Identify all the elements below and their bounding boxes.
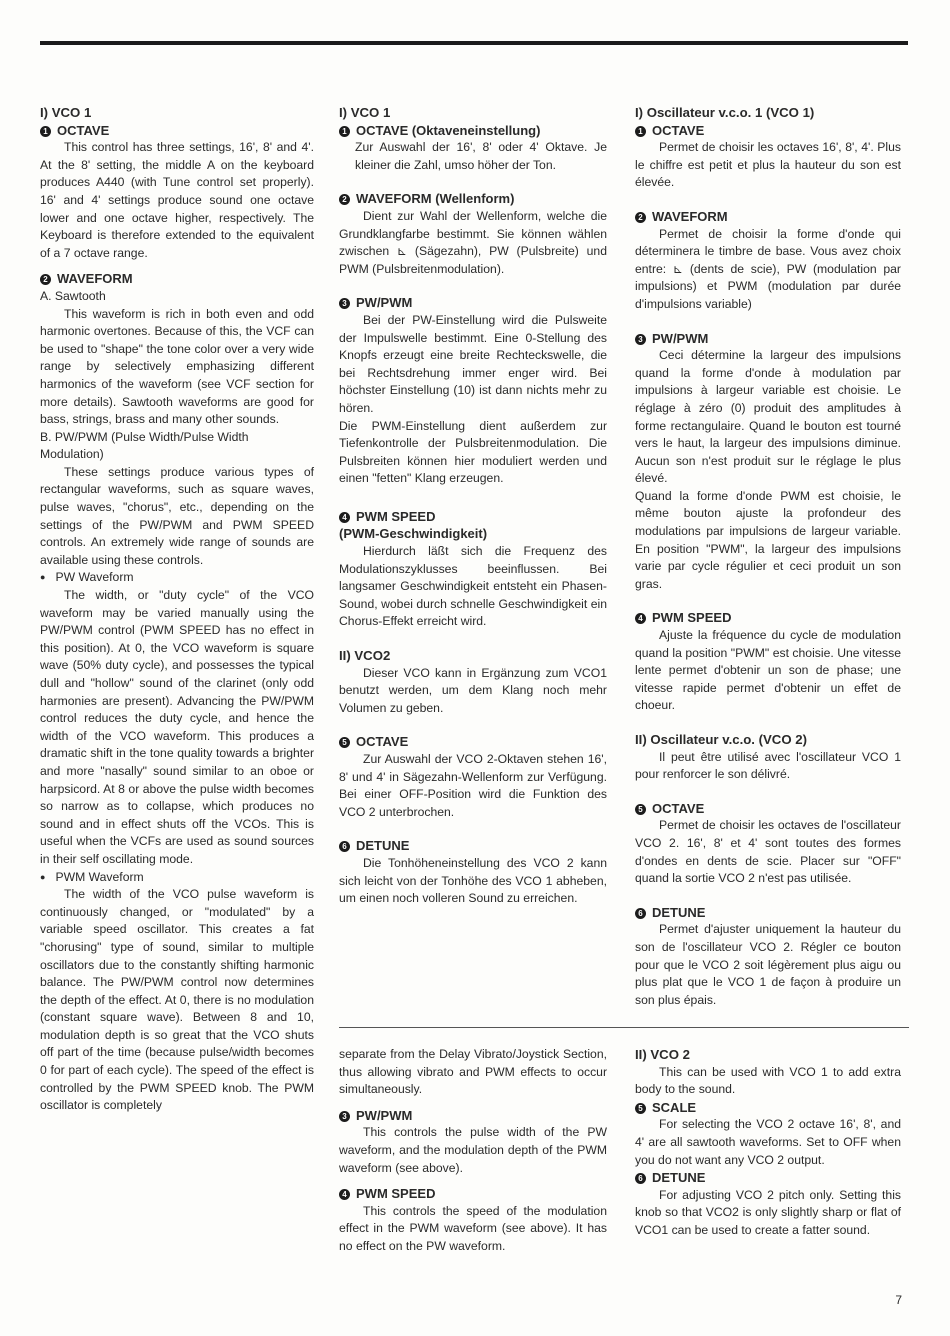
- number-badge: 3: [339, 298, 350, 309]
- paragraph-pw-waveform: The width, or "duty cycle" of the VCO waveform may be varied manually using the PW/PWM control (PWM SPEED has no effect in this position). At 0, the VCO waveform is square wave (50% duty cycle), and possesses the typical dull and "hollow" sound of the clarinet (only odd harmonies are present). Advancing the PW/PWM control reduces the duty cycle, and hence the width of the VCO waveform. This produces a dramatic shift in the tone quality towards a brighter and more "nasally" sound similar to an oboe or harpsicord. At 8 or above the pulse width becomes so narrow as to collapse, which produces no sound and in effect shuts off the VCOs. This is useful when the VCFs are used as sound sources in their self oscillating mode.: [40, 588, 314, 866]
- number-badge: 3: [339, 1111, 350, 1122]
- paragraph-scale: For selecting the VCO 2 octave 16', 8', and 4' are all sawtooth waveforms. Set to OFF when you do not want any VCO 2 output.: [635, 1117, 901, 1167]
- number-badge: 3: [635, 334, 646, 345]
- paragraph-pw-pwm: These settings produce various types of rectangular waveforms, such as square waves, pulse waves, "chorus", etc., depending on the settings of the PW/PWM and PWM SPEED controls. An extremely wide range of sounds are available using these controls.: [40, 464, 314, 567]
- heading-waveform: 2 WAVEFORM: [40, 270, 314, 288]
- number-badge: 6: [635, 908, 646, 919]
- section-title-vco1: I) VCO 1: [40, 105, 92, 120]
- number-badge: 6: [635, 1173, 646, 1184]
- paragraph-pwm-speed-fr: Ajuste la fréquence du cycle de modulation quand la position "PWM" est choisie. Une vitesse lente permet d'obtenir un son de phase; une vitesse rapide permet d'obtenir un effet de choeur.: [635, 628, 901, 713]
- paragraph-vco2-en: This can be used with VCO 1 to add extra body to the sound.: [635, 1064, 901, 1097]
- number-badge: 5: [339, 737, 350, 748]
- heading-detune-fr: 6 DETUNE: [635, 904, 901, 922]
- heading-octave2-de: 5 OCTAVE: [339, 733, 607, 751]
- paragraph-pwm-speed-en: This controls the speed of the modulation effect in the PWM waveform (see above). It has no effect on the PW waveform.: [339, 1203, 607, 1253]
- paragraph-octave-fr: Permet de choisir les octaves 16', 8', 4'. Plus le chiffre est petit et plus la hauteur du son est élevée.: [635, 140, 901, 190]
- paragraph-octave2-de: Zur Auswahl der VCO 2-Oktaven stehen 16', 8' und 4' in Sägezahn-Wellenform zur Verfügung. Bei einer OFF-Position wird die Funktion des VCO 2 unterbrochen.: [339, 752, 607, 819]
- number-badge: 1: [339, 126, 350, 137]
- paragraph-waveform-fr: Permet de choisir la forme d'onde qui déterminera le timbre de base. Vous avez choix entre: ⊾ (dents de scie), PW (modulation par impulsions) et PWM (modulation par durée d'impulsions variable): [635, 226, 901, 311]
- number-badge: 4: [339, 1189, 350, 1200]
- column-english-continued: [339, 1046, 607, 1256]
- number-badge: 5: [635, 1103, 646, 1114]
- number-badge: 4: [339, 512, 350, 523]
- column-english-vco2: [635, 1046, 901, 1240]
- heading-pw-pwm-de: 3 PW/PWM: [339, 294, 607, 312]
- section-divider: [339, 1027, 909, 1028]
- heading-octave2-fr: 5 OCTAVE: [635, 800, 901, 818]
- heading-octave: 1 OCTAVE: [40, 122, 314, 140]
- number-badge: 1: [635, 126, 646, 137]
- heading-octave-fr: 1 OCTAVE: [635, 122, 901, 140]
- paragraph-pw-de-2: Die PWM-Einstellung dient außerdem zur Tiefenkontrolle der Pulsbreitenmodulation. Die Pulsbreiten können hier moduliert werden und einen "fetten" Klang erzeugen.: [339, 418, 607, 486]
- column-german: [339, 104, 607, 908]
- paragraph-pwm-speed-de: Hierdurch läßt sich die Frequenz des Modulationszyklusses beeinflussen. Bei langsamer Geschwindigkeit entsteht ein Phasen-Sound, wobei durch schnelle Geschwindigkeit ein Chorus-Effekt erreicht wird.: [339, 544, 607, 629]
- heading-detune-de: 6 DETUNE: [339, 837, 607, 855]
- paragraph-detune-fr: Permet d'ajuster uniquement la hauteur du son de l'oscillateur VCO 2. Régler ce bouton pour que le VCO 2 soit légèrement plus aigu ou plus plat que le VCO 1 de façon à produire un son plus épais.: [635, 922, 901, 1007]
- heading-pwm-speed-fr: 4 PWM SPEED: [635, 609, 901, 627]
- bullet-pwm-waveform: ● PWM Waveform: [40, 869, 314, 887]
- paragraph-waveform-de: Dient zur Wahl der Wellenform, welche die Grundklangfarbe bestimmt. Sie können wählen zwischen ⊾ (Sägezahn), PW (Pulsbreite) und PWM (Pulsbreitenmodulation).: [339, 208, 607, 276]
- number-badge: 1: [40, 126, 51, 137]
- heading-pwm-speed-en: 4 PWM SPEED: [339, 1185, 607, 1203]
- paragraph-continued: separate from the Delay Vibrato/Joystick Section, thus allowing vibrato and PWM effects to occur simultaneously.: [339, 1047, 607, 1097]
- section-title-vco1-de: I) VCO 1: [339, 105, 391, 120]
- heading-waveform-de: 2 WAVEFORM (Wellenform): [339, 190, 607, 208]
- paragraph-octave: This control has three settings, 16', 8' and 4'. At the 8' setting, the middle A on the keyboard produces A440 (with Tune control set properly). 16' and 4' settings produce sound one octave lower and one octave higher, respectively. The Keyboard is therefore extended to the equivalent of a 7 octave range.: [40, 140, 314, 260]
- bullet-pw-waveform: ● PW Waveform: [40, 569, 314, 587]
- heading-octave-de: 1 OCTAVE (Oktaveneinstellung): [339, 122, 607, 140]
- heading-scale: 5 SCALE: [635, 1099, 901, 1117]
- paragraph-pw-fr-1: Ceci détermine la largeur des impulsions quand la forme d'onde à modulation par impulsions à largeur variable est choisie. Le réglage à zéro (0) produit des amplitudes à forme rectangulaire. Quand le bouton est tourné vers le haut, la largeur des impulsions diminue. Aucun son n'est produit sur le réglage le plus élevé.: [635, 348, 901, 486]
- heading-pw-pwm-en: 3 PW/PWM: [339, 1107, 607, 1125]
- number-badge: 5: [635, 804, 646, 815]
- column-french: [635, 104, 901, 1009]
- number-badge: 4: [635, 613, 646, 624]
- top-rule: [40, 41, 908, 45]
- number-badge: 2: [339, 194, 350, 205]
- heading-waveform-fr: 2 WAVEFORM: [635, 208, 901, 226]
- page-number: 7: [895, 1293, 902, 1307]
- paragraph-sawtooth: This waveform is rich in both even and odd harmonic overtones. Because of this, the VCF can be used to "shape" the tone color over a very wide range by selectively emphasizing different harmonics of the waveform (see VCF section for more details). Sawtooth waveforms are good for bass, strings, brass and many other sounds.: [40, 306, 314, 427]
- section-title-vco2-de: II) VCO2: [339, 648, 391, 664]
- paragraph-pw-pwm-en: This controls the pulse width of the PW waveform, and the modulation depth of the PWM waveform (see above).: [339, 1125, 607, 1175]
- paragraph-octave-de: Zur Auswahl der 16', 8' oder 4' Oktave. Je kleiner die Zahl, umso höher der Ton.: [355, 140, 607, 172]
- heading-detune-en: 6 DETUNE: [635, 1169, 901, 1187]
- paragraph-pw-de-1: Bei der PW-Einstellung wird die Pulsweite der Impulswelle bestimmt. Eine 0-Stellung des Knopfs erzeugt eine breite Rechteckswelle, die bei Rechtsdrehung immer enger wird. Bei höchster Einstellung (10) ist dann nichts mehr zu hören.: [339, 312, 607, 415]
- paragraph-vco2-fr: Il peut être utilisé avec l'oscillateur VCO 1 pour renforcer le son délivré.: [635, 749, 901, 782]
- paragraph-detune-de: Die Tonhöheneinstellung des VCO 2 kann sich leicht von der Tonhöhe des VCO 1 abheben, um einen noch volleren Sound zu erreichen.: [339, 855, 607, 906]
- subheading-pw-pwm: B. PW/PWM (Pulse Width/Pulse Width Modulation): [40, 429, 249, 462]
- subheading-sawtooth: A. Sawtooth: [40, 288, 106, 303]
- section-title-vco1-fr: I) Oscillateur v.c.o. 1 (VCO 1): [635, 105, 815, 120]
- number-badge: 2: [635, 212, 646, 223]
- number-badge: 2: [40, 274, 51, 285]
- heading-pwm-speed-de-2: (PWM-Geschwindigkeit): [339, 526, 488, 542]
- paragraph-pw-fr-2: Quand la forme d'onde PWM est choisie, le même bouton ajuste la profondeur des modulations par impulsions de largeur variable. En position "PWM", la largeur des impulsions varie par cycle régulier et ceci produit un son gras.: [635, 488, 901, 591]
- paragraph-detune-en: For adjusting VCO 2 pitch only. Setting this knob so that VCO2 is only slightly sharp or flat of VCO1 can be used to create a fatter sound.: [635, 1187, 901, 1237]
- paragraph-octave2-fr: Permet de choisir les octaves de l'oscillateur VCO 2. 16', 8' et 4' sont toutes des formes d'ondes en dents de scie. Placer sur "OFF" quand la sortie VCO 2 n'est pas utilisée.: [635, 818, 901, 886]
- section-title-vco2-en: II) VCO 2: [635, 1047, 690, 1062]
- section-title-vco2-fr: II) Oscillateur v.c.o. (VCO 2): [635, 732, 807, 747]
- paragraph-pwm-waveform: The width of the VCO pulse waveform is continuously changed, or "modulated" by a variable speed oscillator. This creates a fat "chorusing" type of sound, similar to multiple oscillators due to the constantly shifting harmonic balance. The PW/PWM control now determines the depth of the effect. At 0, there is no modulation (constant square wave). Between 8 and 10, modulation depth is so great that the VCO shuts off part of the time (because pulse/width becomes 0 for part of each cycle). The speed of the effect is controlled by the PWM SPEED knob. The PWM oscillator is completely: [40, 887, 314, 1113]
- column-english: [40, 104, 314, 1115]
- paragraph-vco2-de: Dieser VCO kann in Ergänzung zum VCO1 benutzt werden, um dem Klang noch mehr Volumen zu geben.: [339, 665, 607, 715]
- number-badge: 6: [339, 841, 350, 852]
- heading-pw-pwm-fr: 3 PW/PWM: [635, 330, 901, 348]
- heading-pwm-speed-de: 4 PWM SPEED: [339, 508, 607, 526]
